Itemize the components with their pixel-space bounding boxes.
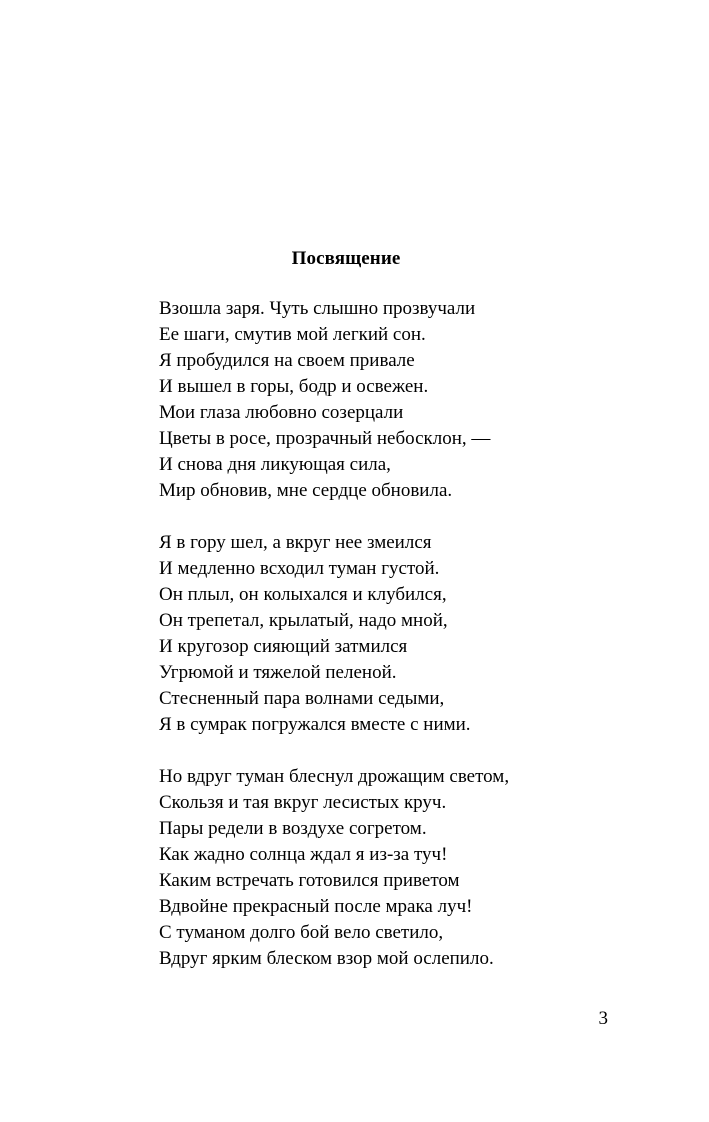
poem-line: Я пробудился на своем привале xyxy=(159,350,415,371)
poem-line: Скользя и тая вкруг лесистых круч. xyxy=(159,792,447,813)
poem-line: И снова дня ликующая сила, xyxy=(159,454,391,475)
poem-line: Я в гору шел, а вкруг нее змеился xyxy=(159,532,432,553)
poem-line: Но вдруг туман блеснул дрожащим светом, xyxy=(159,766,510,787)
poem-title: Посвящение xyxy=(291,248,401,269)
poem-line: Каким встречать готовился приветом xyxy=(159,870,460,891)
stanza-2 xyxy=(159,530,639,738)
poem-line: И вышел в горы, бодр и освежен. xyxy=(159,376,429,397)
stanza-3 xyxy=(159,764,639,972)
poem-line: Взошла заря. Чуть слышно прозвучали xyxy=(159,298,476,319)
poem-line: Стесненный пара волнами седыми, xyxy=(159,688,445,709)
stanza-1 xyxy=(159,296,639,504)
page-number: 3 xyxy=(598,1008,608,1029)
poem-line: Я в сумрак погружался вместе с ними. xyxy=(159,714,471,735)
poem-line: И кругозор сияющий затмился xyxy=(159,636,408,657)
poem-line: Он трепетал, крылатый, надо мной, xyxy=(159,610,448,631)
poem-line: С туманом долго бой вело светило, xyxy=(159,922,444,943)
poem-line: Как жадно солнца ждал я из-за туч! xyxy=(159,844,448,865)
poem-line: Ее шаги, смутив мой легкий сон. xyxy=(159,324,426,345)
poem-line: Вдвойне прекрасный после мрака луч! xyxy=(159,896,473,917)
poem-line: Вдруг ярким блеском взор мой ослепило. xyxy=(159,948,494,969)
poem-line: Пары редели в воздухе согретом. xyxy=(159,818,427,839)
poem-line: Мои глаза любовно созерцали xyxy=(159,402,404,423)
poem-line: Он плыл, он колыхался и клубился, xyxy=(159,584,447,605)
poem-body xyxy=(159,296,639,998)
poem-line: Мир обновив, мне сердце обновила. xyxy=(159,480,453,501)
poem-line: Цветы в росе, прозрачный небосклон, — xyxy=(159,428,491,449)
poem-line: Угрюмой и тяжелой пеленой. xyxy=(159,662,397,683)
poem-line: И медленно всходил туман густой. xyxy=(159,558,440,579)
